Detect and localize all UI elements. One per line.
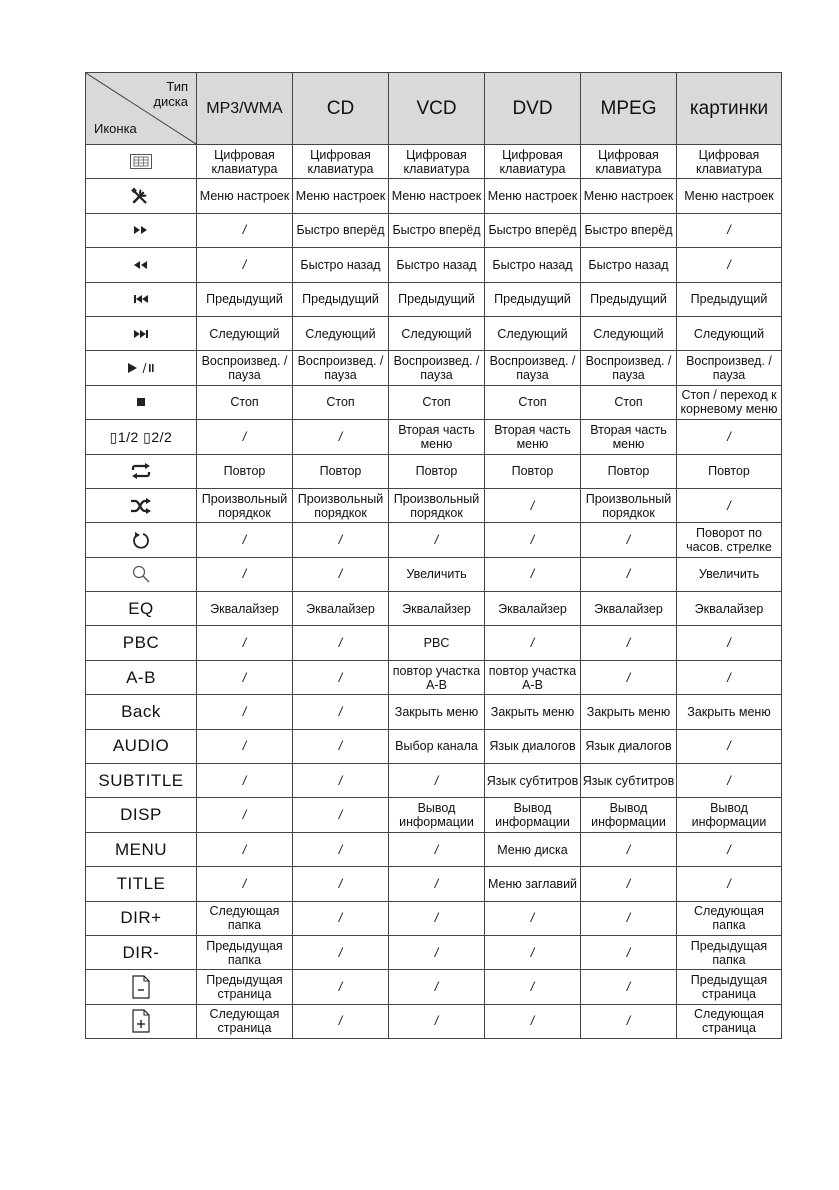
- fast-forward-icon: [86, 213, 197, 247]
- cell: /: [677, 248, 782, 282]
- row-numpad: [86, 145, 782, 179]
- cell: /: [677, 729, 782, 763]
- cell: Следующий: [389, 316, 485, 350]
- cell: Язык диалогов: [485, 729, 581, 763]
- row-repeat: [86, 454, 782, 488]
- rotate-icon: [86, 523, 197, 557]
- cell: Вывод информации: [677, 798, 782, 832]
- cell: /: [581, 523, 677, 557]
- back-label: Back: [86, 695, 197, 729]
- page-minus-icon: [86, 970, 197, 1004]
- cell: Меню настроек: [389, 179, 485, 213]
- pbc-label: PBC: [86, 626, 197, 660]
- col-vcd: VCD: [389, 73, 485, 145]
- cell: /: [197, 798, 293, 832]
- shuffle-icon: [86, 488, 197, 522]
- cell: Увеличить: [677, 557, 782, 591]
- cell: Быстро вперёд: [485, 213, 581, 247]
- cell: Цифровая клавиатура: [485, 145, 581, 179]
- cell: /: [293, 832, 389, 866]
- repeat-icon: [86, 454, 197, 488]
- row-play-pause: [86, 351, 782, 385]
- cell: /: [485, 1004, 581, 1038]
- cell: Произвольный порядкок: [293, 488, 389, 522]
- cell: Быстро назад: [581, 248, 677, 282]
- cell: Воспроизвед. / пауза: [389, 351, 485, 385]
- cell: Произвольный порядкок: [197, 488, 293, 522]
- cell: /: [581, 832, 677, 866]
- cell: Предыдущий: [485, 282, 581, 316]
- cell: /: [677, 213, 782, 247]
- cell: Меню настроек: [293, 179, 389, 213]
- cell: /: [197, 213, 293, 247]
- corner-icon-label: Иконка: [94, 121, 137, 136]
- cell: /: [677, 626, 782, 660]
- col-mpeg: MPEG: [581, 73, 677, 145]
- row-fast-forward: [86, 213, 782, 247]
- dir-minus-label: DIR-: [86, 935, 197, 969]
- next-icon: [86, 316, 197, 350]
- functions-table: [85, 72, 782, 1039]
- cell: Поворот по часов. стрелке: [677, 523, 782, 557]
- cell: Закрыть меню: [485, 695, 581, 729]
- cell: /: [389, 832, 485, 866]
- cell: /: [197, 626, 293, 660]
- cell: Эквалайзер: [389, 592, 485, 626]
- cell: Эквалайзер: [485, 592, 581, 626]
- ab-label: A-B: [86, 660, 197, 694]
- row-ab: [86, 660, 782, 694]
- row-shuffle: [86, 488, 782, 522]
- cell: Закрыть меню: [581, 695, 677, 729]
- cell: /: [485, 970, 581, 1004]
- cell: Предыдущий: [197, 282, 293, 316]
- play-pause-icon: [86, 351, 197, 385]
- cell: Стоп: [581, 385, 677, 419]
- cell: Следующий: [485, 316, 581, 350]
- cell: /: [293, 557, 389, 591]
- cell: /: [485, 935, 581, 969]
- cell: Предыдущая страница: [197, 970, 293, 1004]
- cell: Произвольный порядкок: [581, 488, 677, 522]
- cell: Цифровая клавиатура: [677, 145, 782, 179]
- cell: Стоп / переход к корневому меню: [677, 385, 782, 419]
- corner-header: [86, 73, 197, 145]
- row-settings: [86, 179, 782, 213]
- cell: Увеличить: [389, 557, 485, 591]
- cell: Меню настроек: [197, 179, 293, 213]
- cell: Эквалайзер: [293, 592, 389, 626]
- cell: Предыдущий: [293, 282, 389, 316]
- cell: /: [197, 660, 293, 694]
- cell: Язык субтитров: [581, 764, 677, 798]
- cell: /: [293, 970, 389, 1004]
- cell: /: [197, 557, 293, 591]
- row-back: [86, 695, 782, 729]
- cell: Стоп: [485, 385, 581, 419]
- cell: Выбор канала: [389, 729, 485, 763]
- cell: /: [293, 660, 389, 694]
- row-dir-minus: [86, 935, 782, 969]
- eq-label: EQ: [86, 592, 197, 626]
- cell: /: [389, 764, 485, 798]
- cell: Цифровая клавиатура: [197, 145, 293, 179]
- cell: /: [293, 935, 389, 969]
- cell: Вторая часть меню: [389, 420, 485, 454]
- cell: Быстро назад: [389, 248, 485, 282]
- row-page-next: [86, 1004, 782, 1038]
- cell: /: [677, 764, 782, 798]
- cell: /: [581, 557, 677, 591]
- row-page-prev: [86, 970, 782, 1004]
- cell: Предыдущая папка: [197, 935, 293, 969]
- cell: /: [485, 557, 581, 591]
- page-plus-icon: [86, 1004, 197, 1038]
- row-disp: [86, 798, 782, 832]
- cell: PBC: [389, 626, 485, 660]
- cell: Предыдущий: [677, 282, 782, 316]
- cell: /: [197, 420, 293, 454]
- cell: Предыдущая страница: [677, 970, 782, 1004]
- cell: /: [677, 832, 782, 866]
- cell: Следующий: [581, 316, 677, 350]
- subtitle-label: SUBTITLE: [86, 764, 197, 798]
- cell: /: [485, 901, 581, 935]
- cell: /: [293, 1004, 389, 1038]
- cell: /: [485, 626, 581, 660]
- cell: /: [581, 901, 677, 935]
- cell: /: [581, 626, 677, 660]
- cell: Воспроизвед. / пауза: [197, 351, 293, 385]
- cell: Меню настроек: [677, 179, 782, 213]
- row-subtitle: [86, 764, 782, 798]
- cell: повтор участка A-B: [389, 660, 485, 694]
- tools-icon: [86, 179, 197, 213]
- cell: /: [389, 1004, 485, 1038]
- row-eq: [86, 592, 782, 626]
- cell: /: [197, 523, 293, 557]
- cell: Предыдущая папка: [677, 935, 782, 969]
- cell: /: [677, 420, 782, 454]
- cell: /: [389, 901, 485, 935]
- cell: /: [197, 764, 293, 798]
- row-rewind: [86, 248, 782, 282]
- row-stop: [86, 385, 782, 419]
- col-dvd: DVD: [485, 73, 581, 145]
- cell: Меню настроек: [581, 179, 677, 213]
- cell: /: [293, 523, 389, 557]
- cell: Воспроизвед. / пауза: [485, 351, 581, 385]
- cell: /: [485, 488, 581, 522]
- row-zoom: [86, 557, 782, 591]
- row-dir-plus: [86, 901, 782, 935]
- row-menu: [86, 832, 782, 866]
- cell: Цифровая клавиатура: [581, 145, 677, 179]
- previous-icon: [86, 282, 197, 316]
- cell: /: [581, 935, 677, 969]
- numpad-icon: [86, 145, 197, 179]
- cell: Стоп: [197, 385, 293, 419]
- cell: /: [485, 523, 581, 557]
- half-menu-label: ▯1/2 ▯2/2: [86, 420, 197, 454]
- row-previous: [86, 282, 782, 316]
- cell: повтор участка A-B: [485, 660, 581, 694]
- menu-label: MENU: [86, 832, 197, 866]
- col-mp3: MP3/WMA: [197, 73, 293, 145]
- cell: Следующий: [197, 316, 293, 350]
- cell: Цифровая клавиатура: [293, 145, 389, 179]
- cell: /: [197, 248, 293, 282]
- row-audio: [86, 729, 782, 763]
- cell: Следующая страница: [677, 1004, 782, 1038]
- cell: /: [389, 523, 485, 557]
- cell: Закрыть меню: [389, 695, 485, 729]
- row-next: [86, 316, 782, 350]
- cell: Эквалайзер: [581, 592, 677, 626]
- cell: Цифровая клавиатура: [389, 145, 485, 179]
- cell: Язык диалогов: [581, 729, 677, 763]
- stop-icon: [86, 385, 197, 419]
- row-rotate: [86, 523, 782, 557]
- cell: Воспроизвед. / пауза: [581, 351, 677, 385]
- cell: /: [293, 729, 389, 763]
- cell: Меню диска: [485, 832, 581, 866]
- rewind-icon: [86, 248, 197, 282]
- cell: /: [197, 867, 293, 901]
- cell: Вторая часть меню: [581, 420, 677, 454]
- cell: /: [293, 764, 389, 798]
- cell: Повтор: [389, 454, 485, 488]
- cell: /: [581, 970, 677, 1004]
- cell: Быстро вперёд: [581, 213, 677, 247]
- title-label: TITLE: [86, 867, 197, 901]
- cell: /: [389, 867, 485, 901]
- cell: /: [293, 695, 389, 729]
- cell: Следующая папка: [677, 901, 782, 935]
- row-pbc: [86, 626, 782, 660]
- disp-label: DISP: [86, 798, 197, 832]
- cell: Повтор: [485, 454, 581, 488]
- cell: Воспроизвед. / пауза: [293, 351, 389, 385]
- cell: /: [197, 832, 293, 866]
- cell: /: [581, 660, 677, 694]
- cell: Быстро назад: [485, 248, 581, 282]
- cell: Предыдущий: [581, 282, 677, 316]
- cell: Закрыть меню: [677, 695, 782, 729]
- cell: Следующая папка: [197, 901, 293, 935]
- cell: Меню заглавий: [485, 867, 581, 901]
- row-title: [86, 867, 782, 901]
- corner-disc-type: Тип диска: [153, 79, 188, 109]
- cell: Предыдущий: [389, 282, 485, 316]
- cell: Стоп: [389, 385, 485, 419]
- cell: /: [677, 867, 782, 901]
- col-pictures: картинки: [677, 73, 782, 145]
- cell: Эквалайзер: [197, 592, 293, 626]
- cell: Следующий: [293, 316, 389, 350]
- cell: /: [197, 695, 293, 729]
- cell: /: [197, 729, 293, 763]
- cell: Быстро вперёд: [389, 213, 485, 247]
- audio-label: AUDIO: [86, 729, 197, 763]
- cell: /: [293, 901, 389, 935]
- row-half-menu: [86, 420, 782, 454]
- cell: Повтор: [293, 454, 389, 488]
- cell: /: [389, 970, 485, 1004]
- cell: Повтор: [581, 454, 677, 488]
- cell: Язык субтитров: [485, 764, 581, 798]
- cell: /: [293, 867, 389, 901]
- cell: /: [581, 1004, 677, 1038]
- col-cd: CD: [293, 73, 389, 145]
- cell: Следующий: [677, 316, 782, 350]
- cell: Вывод информации: [485, 798, 581, 832]
- cell: Произвольный порядкок: [389, 488, 485, 522]
- cell: /: [293, 798, 389, 832]
- cell: Вывод информации: [581, 798, 677, 832]
- cell: /: [389, 935, 485, 969]
- cell: Повтор: [197, 454, 293, 488]
- cell: Следующая страница: [197, 1004, 293, 1038]
- cell: /: [293, 420, 389, 454]
- cell: Стоп: [293, 385, 389, 419]
- cell: Быстро назад: [293, 248, 389, 282]
- cell: /: [581, 867, 677, 901]
- cell: /: [293, 626, 389, 660]
- cell: Меню настроек: [485, 179, 581, 213]
- cell: Быстро вперёд: [293, 213, 389, 247]
- cell: Вывод информации: [389, 798, 485, 832]
- cell: Эквалайзер: [677, 592, 782, 626]
- cell: Воспроизвед. / пауза: [677, 351, 782, 385]
- zoom-icon: [86, 557, 197, 591]
- cell: /: [677, 660, 782, 694]
- dir-plus-label: DIR+: [86, 901, 197, 935]
- cell: Повтор: [677, 454, 782, 488]
- cell: Вторая часть меню: [485, 420, 581, 454]
- cell: /: [677, 488, 782, 522]
